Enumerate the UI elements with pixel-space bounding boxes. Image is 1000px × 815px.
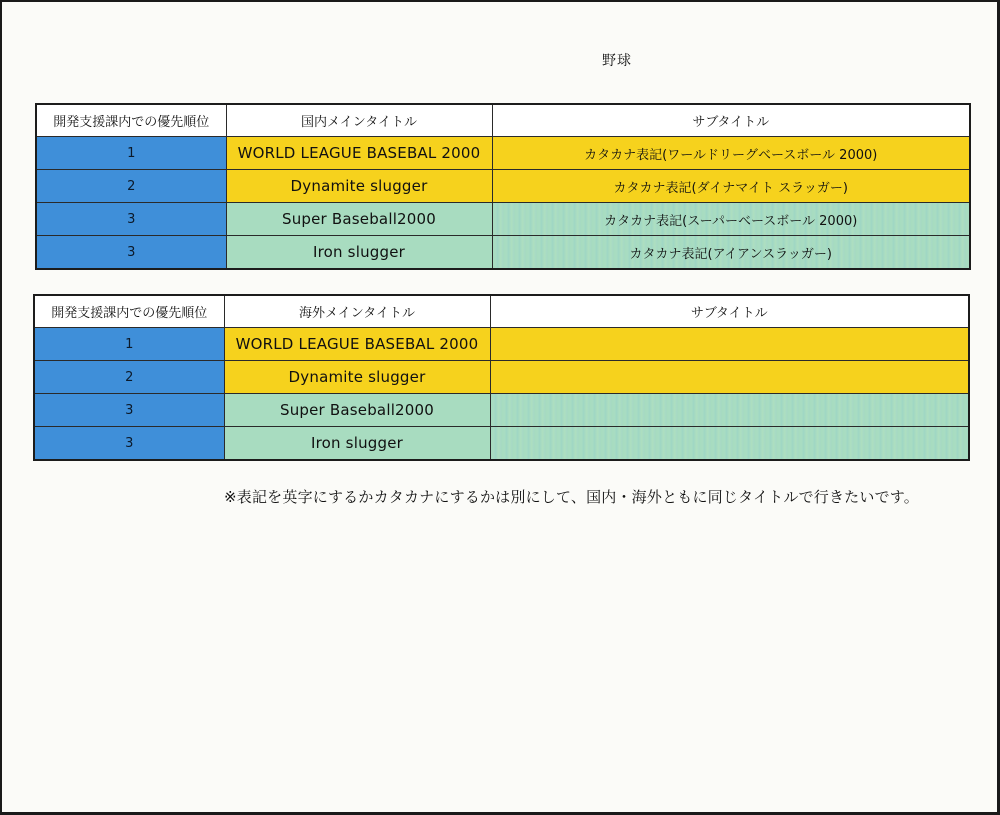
main-title-cell: Dynamite slugger [226, 170, 492, 203]
rank-cell: 2 [36, 170, 226, 203]
header-main-title: 海外メインタイトル [224, 295, 490, 328]
table-row [34, 427, 969, 461]
main-title-cell: Iron slugger [226, 236, 492, 270]
main-title-cell: WORLD LEAGUE BASEBAL 2000 [226, 137, 492, 170]
rank-cell: 3 [36, 203, 226, 236]
table-row [36, 203, 970, 236]
main-title-cell: Iron slugger [224, 427, 490, 461]
subtitle-cell: カタカナ表記(ダイナマイト スラッガー) [492, 170, 970, 203]
header-rank: 開発支援課内での優先順位 [36, 104, 226, 137]
subtitle-cell [490, 394, 969, 427]
main-title-cell: Super Baseball2000 [224, 394, 490, 427]
rank-cell: 3 [34, 394, 224, 427]
table-row [34, 361, 969, 394]
subtitle-cell [490, 328, 969, 361]
subtitle-cell: カタカナ表記(スーパーベースボール 2000) [492, 203, 970, 236]
table-header-row [36, 104, 970, 137]
table-header-row [34, 295, 969, 328]
subtitle-cell: カタカナ表記(ワールドリーグベースボール 2000) [492, 137, 970, 170]
rank-cell: 3 [36, 236, 226, 270]
page-title: 野球 [602, 53, 632, 69]
rank-cell: 3 [34, 427, 224, 461]
subtitle-cell: カタカナ表記(アイアンスラッガー) [492, 236, 970, 270]
header-main-title: 国内メインタイトル [226, 104, 492, 137]
header-subtitle: サブタイトル [492, 104, 970, 137]
overseas-titles-table [33, 294, 970, 461]
table-row [34, 328, 969, 361]
table-row [34, 394, 969, 427]
subtitle-cell [490, 427, 969, 461]
table-row [36, 137, 970, 170]
table-row [36, 170, 970, 203]
main-title-cell: Super Baseball2000 [226, 203, 492, 236]
rank-cell: 2 [34, 361, 224, 394]
main-title-cell: Dynamite slugger [224, 361, 490, 394]
main-title-cell: WORLD LEAGUE BASEBAL 2000 [224, 328, 490, 361]
footnote: ※表記を英字にするかカタカナにするかは別にして、国内・海外ともに同じタイトルで行きたいです。 [224, 488, 919, 506]
header-subtitle: サブタイトル [490, 295, 969, 328]
domestic-titles-table [35, 103, 971, 270]
rank-cell: 1 [36, 137, 226, 170]
subtitle-cell [490, 361, 969, 394]
table-row [36, 236, 970, 270]
header-rank: 開発支援課内での優先順位 [34, 295, 224, 328]
rank-cell: 1 [34, 328, 224, 361]
